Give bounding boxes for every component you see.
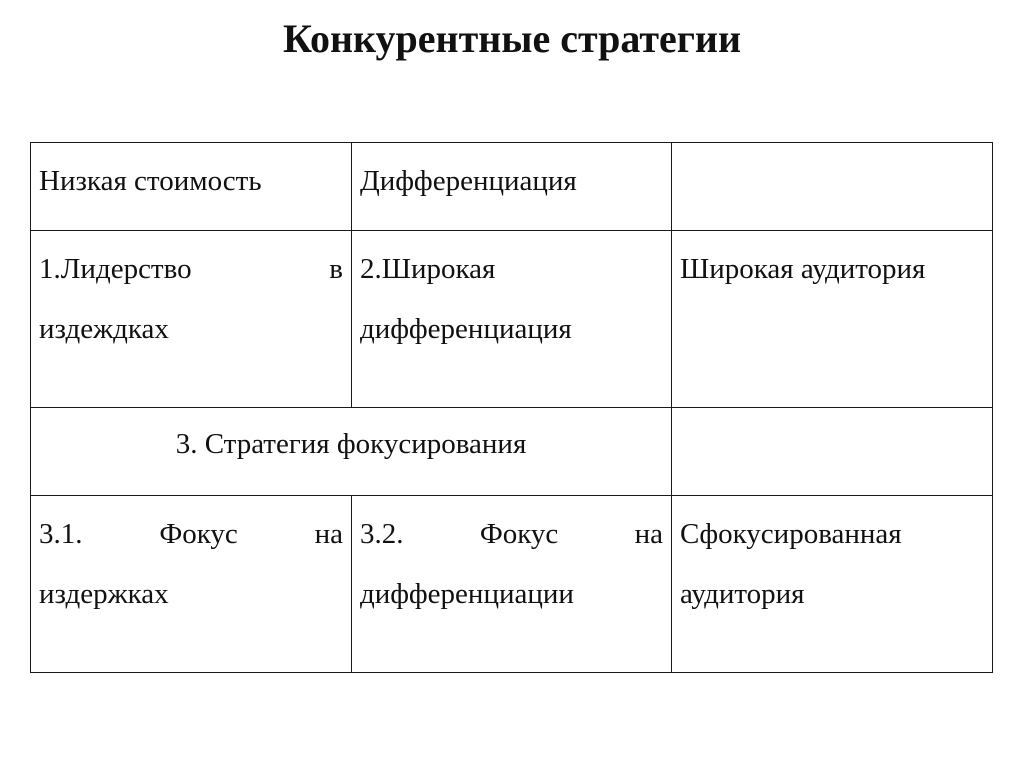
- cell-focused-audience-line1: Сфокусированная: [680, 518, 902, 550]
- cell-focused-audience: [672, 496, 993, 673]
- cell-cost-focus-line1: 3.1. Фокус на: [39, 518, 343, 550]
- cell-broad-differentiation-line1: 2.Широкая: [360, 253, 496, 285]
- cell-empty-focus-right: [672, 408, 993, 496]
- cell-cost-leadership-line2: издеждках: [39, 313, 169, 345]
- cell-focused-audience-line2: аудитория: [680, 578, 805, 610]
- table-row-header: [31, 143, 993, 231]
- cell-broad-differentiation: [352, 231, 672, 408]
- cell-cost-leadership-line1: 1.Лидерство в: [39, 253, 343, 285]
- cell-differentiation: Дифференциация: [352, 143, 672, 231]
- cell-differentiation-focus-line1: 3.2. Фокус на: [360, 518, 663, 550]
- cell-cost-focus: [31, 496, 352, 673]
- cell-cost-leadership: [31, 231, 352, 408]
- slide-title: Конкурентные стратегии: [282, 16, 742, 61]
- cell-focus-strategy: 3. Стратегия фокусирования: [31, 408, 672, 496]
- cell-broad-audience: Широкая аудитория: [672, 231, 993, 408]
- cell-empty-top-right: [672, 143, 993, 231]
- cell-low-cost: Низкая стоимость: [31, 143, 352, 231]
- cell-broad-differentiation-line2: дифференциация: [360, 313, 572, 345]
- table-row-broad: [31, 231, 993, 408]
- cell-differentiation-focus-line2: дифференциации: [360, 578, 574, 610]
- cell-differentiation-focus: [352, 496, 672, 673]
- table-row-focus: [31, 408, 993, 496]
- cell-cost-focus-line2: издержках: [39, 578, 169, 610]
- strategy-table: [30, 142, 993, 673]
- table-row-focus-detail: [31, 496, 993, 673]
